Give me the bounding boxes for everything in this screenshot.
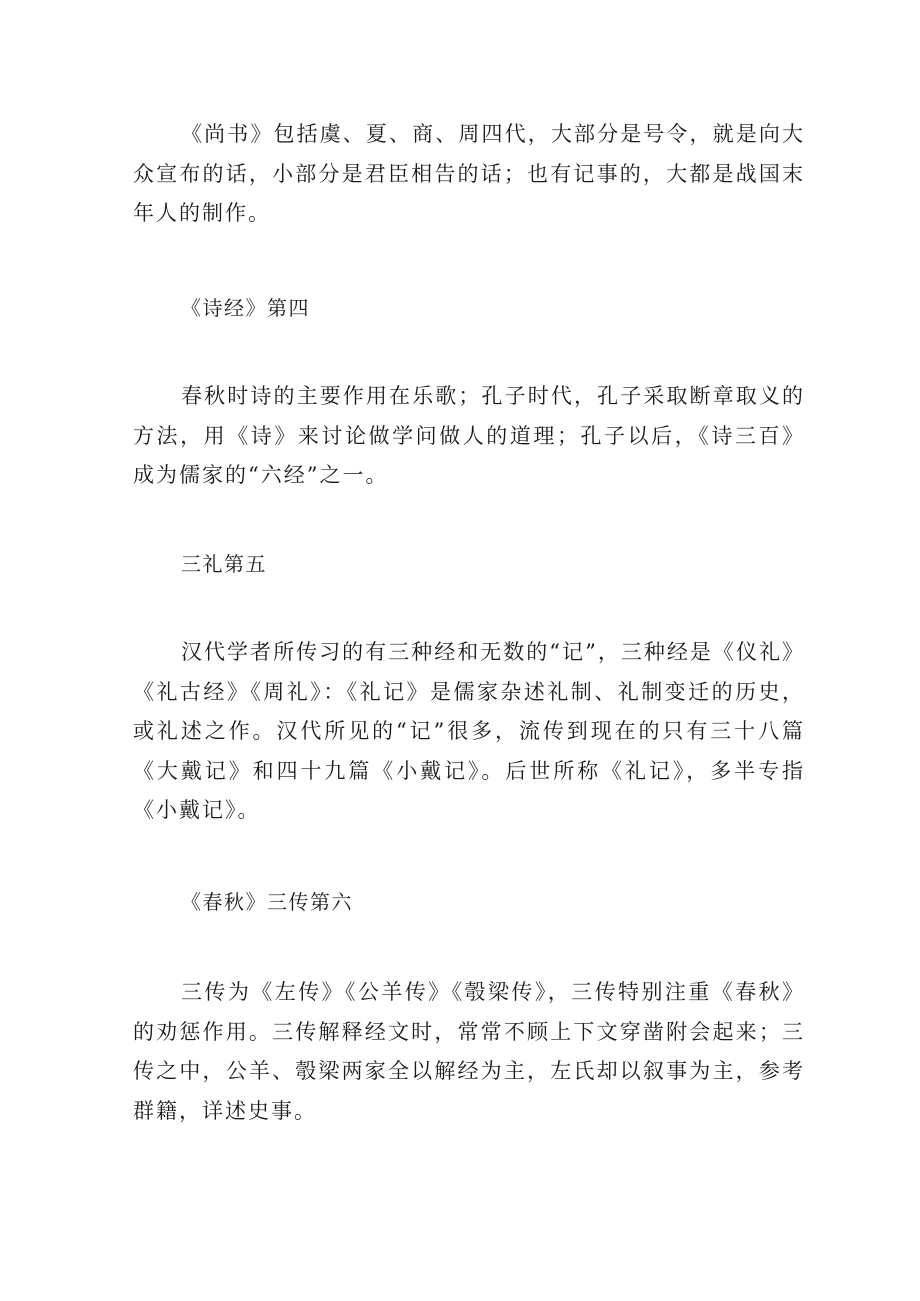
section-heading-shijing: 《诗经》第四	[181, 296, 310, 320]
paragraph-sanli: 汉代学者所传习的有三种经和无数的“记”，三种经是《仪礼》《礼古经》《周礼》：《礼记》是儒家杂述礼制、礼制变迁的历史，或礼述之作。汉代所见的“记”很多，流传到现在的只有三十八篇《大戴记》和四十九篇《小戴记》。后世所称《礼记》，多半专指《小戴记》。	[133, 640, 805, 822]
paragraph-shangshu: 《尚书》包括虞、夏、商、周四代，大部分是号令，就是向大众宣布的话，小部分是君臣相告的话；也有记事的，大都是战国末年人的制作。	[133, 122, 805, 225]
paragraph-chunqiu: 三传为《左传》《公羊传》《彀梁传》，三传特别注重《春秋》的劝惩作用。三传解释经文时，常常不顾上下文穿凿附会起来；三传之中，公羊、彀梁两家全以解经为主，左氏却以叙事为主，参考群籍，详述史事。	[133, 980, 805, 1123]
section-heading-chunqiu: 《春秋》三传第六	[181, 890, 353, 914]
paragraph-shijing: 春秋时诗的主要作用在乐歌；孔子时代，孔子采取断章取义的方法，用《诗》来讨论做学问做人的道理；孔子以后，《诗三百》成为儒家的“六经”之一。	[133, 384, 805, 487]
section-heading-sanli: 三礼第五	[181, 552, 267, 576]
